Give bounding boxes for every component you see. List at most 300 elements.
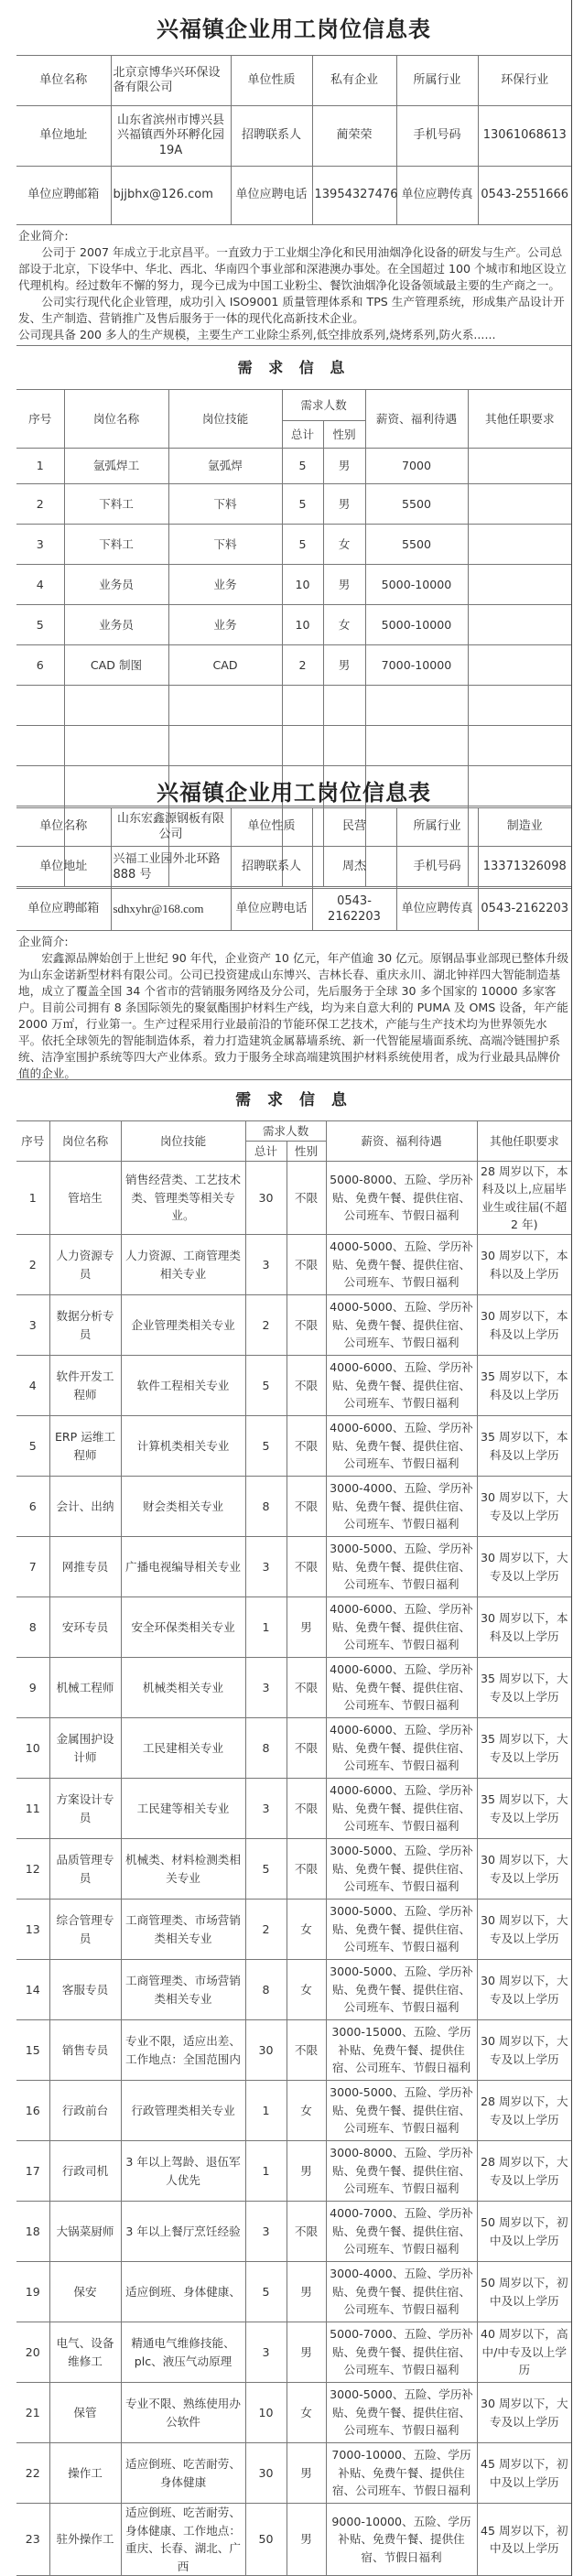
cell-total: 30 bbox=[245, 2020, 287, 2081]
cell-salary: 7000-10000、五险、学历补贴、免费午餐、提供住宿、公司班车、节假日福利 bbox=[326, 2443, 477, 2504]
cell-skill: 3 年以上驾龄、退伍军人优先 bbox=[121, 2141, 245, 2202]
cell-position: 综合管理专员 bbox=[49, 1900, 121, 1960]
company-nature: 私有企业 bbox=[312, 56, 396, 106]
cell-no: 18 bbox=[16, 2202, 49, 2262]
cell-skill: 安全环保类相关专业 bbox=[121, 1597, 245, 1658]
cell-total: 3 bbox=[245, 1537, 287, 1597]
cell-gender: 男 bbox=[287, 2262, 326, 2322]
table-row bbox=[16, 2443, 571, 2504]
cell-skill: 下料 bbox=[168, 525, 282, 565]
cell-gender: 男 bbox=[287, 2443, 326, 2504]
cell-no: 2 bbox=[16, 1235, 49, 1295]
intro-paragraph: 公司实行现代化企业管理，成功引入 ISO9001 质量管理体系和 TPS 生产管理系统，形成集产品设计开发、生产制造、营销推广及售后服务于一体的现代化高新技术企业。 bbox=[18, 295, 565, 325]
cell-position: 下料工 bbox=[64, 484, 168, 525]
cell-total: 5 bbox=[245, 1839, 287, 1900]
cell-salary: 3000-4000、五险、学历补贴、免费午餐、提供住宿、公司班车、节假日福利 bbox=[326, 1477, 477, 1537]
cell-position: CAD 制图 bbox=[64, 645, 168, 686]
contact-person: 周杰 bbox=[312, 847, 396, 889]
cell-salary: 3000-5000、五险、学历补贴、免费午餐、提供住宿、公司班车、节假日福利 bbox=[326, 2081, 477, 2141]
cell-salary: 4000-6000、五险、学历补贴、免费午餐、提供住宿、公司班车、节假日福利 bbox=[326, 1779, 477, 1839]
cell-salary: 5500 bbox=[365, 484, 468, 525]
cell-no: 3 bbox=[16, 1295, 49, 1356]
company-nature: 民营 bbox=[312, 808, 396, 847]
table-row bbox=[16, 605, 571, 645]
table-row bbox=[16, 1718, 571, 1779]
table-row bbox=[16, 2141, 571, 2202]
cell-position: 客服专员 bbox=[49, 1960, 121, 2020]
cell-no: 3 bbox=[16, 525, 64, 565]
sheet-1 bbox=[16, 0, 572, 887]
cell-position: 网推专员 bbox=[49, 1537, 121, 1597]
label-company-name: 单位名称 bbox=[16, 808, 111, 847]
cell-total: 5 bbox=[245, 1416, 287, 1477]
sheet-2 bbox=[16, 776, 572, 2576]
cell-gender: 不限 bbox=[287, 1537, 326, 1597]
table-row bbox=[16, 726, 571, 766]
cell-skill: 软件工程相关专业 bbox=[121, 1356, 245, 1416]
cell-total: 2 bbox=[245, 1295, 287, 1356]
cell-no: 1 bbox=[16, 1162, 49, 1235]
cell-salary bbox=[365, 686, 468, 726]
company-info-table-1 bbox=[16, 55, 571, 225]
cell-other: 30 周岁以下，大专及以上学历 bbox=[477, 2020, 571, 2081]
table-row bbox=[16, 1597, 571, 1658]
cell-total: 5 bbox=[245, 1356, 287, 1416]
cell-salary: 5000-10000 bbox=[365, 565, 468, 605]
label-fax: 单位应聘传真 bbox=[396, 167, 478, 225]
cell-gender: 女 bbox=[287, 1900, 326, 1960]
cell-salary: 4000-5000、五险、学历补贴、免费午餐、提供住宿、公司班车、节假日福利 bbox=[326, 1235, 477, 1295]
cell-salary: 4000-7000、五险、学历补贴、免费午餐、提供住宿、公司班车、节假日福利 bbox=[326, 2202, 477, 2262]
table-row bbox=[16, 2504, 571, 2576]
cell-salary: 9000-10000、五险、学历补贴、免费午餐、提供住宿、节假日福利 bbox=[326, 2504, 477, 2576]
cell-salary: 3000-15000、五险、学历补贴、免费午餐、提供住宿、公司班车、节假日福利 bbox=[326, 2020, 477, 2081]
cell-no: 16 bbox=[16, 2081, 49, 2141]
cell-other bbox=[468, 645, 571, 686]
cell-skill: 适应倒班、吃苦耐劳、身体健康 bbox=[121, 2443, 245, 2504]
cell-other: 30 周岁以下，大专及以上学历 bbox=[477, 2383, 571, 2443]
label-industry: 所属行业 bbox=[396, 56, 478, 106]
intro-label: 企业简介: bbox=[18, 935, 69, 948]
cell-skill: 工商管理类、市场营销类相关专业 bbox=[121, 1960, 245, 2020]
cell-no: 8 bbox=[16, 1597, 49, 1658]
label-phone: 单位应聘电话 bbox=[231, 167, 312, 225]
table-row bbox=[16, 1477, 571, 1537]
header-other: 其他任职要求 bbox=[477, 1121, 571, 1162]
cell-position: 行政司机 bbox=[49, 2141, 121, 2202]
cell-skill: 业务 bbox=[168, 605, 282, 645]
cell-other bbox=[468, 565, 571, 605]
cell-salary: 4000-6000、五险、学历补贴、免费午餐、提供住宿、公司班车、节假日福利 bbox=[326, 1718, 477, 1779]
cell-salary: 4000-6000、五险、学历补贴、免费午餐、提供住宿、公司班车、节假日福利 bbox=[326, 1416, 477, 1477]
cell-skill bbox=[168, 686, 282, 726]
cell-other: 28 周岁以下，大专及以上学历 bbox=[477, 2141, 571, 2202]
cell-no: 13 bbox=[16, 1900, 49, 1960]
cell-other: 35 周岁以下，大专及以上学历 bbox=[477, 1779, 571, 1839]
cell-other: 45 周岁以下，初中及以上学历 bbox=[477, 2504, 571, 2576]
table-row bbox=[16, 1900, 571, 1960]
cell-total: 8 bbox=[245, 1477, 287, 1537]
cell-salary: 4000-6000、五险、学历补贴、免费午餐、提供住宿、公司班车、节假日福利 bbox=[326, 1658, 477, 1718]
cell-position: 安环专员 bbox=[49, 1597, 121, 1658]
cell-other: 30 周岁以下，大专及以上学历 bbox=[477, 1900, 571, 1960]
cell-gender: 不限 bbox=[287, 1658, 326, 1718]
label-company-nature: 单位性质 bbox=[231, 808, 312, 847]
cell-skill: 销售经营类、工艺技术类、管理类等相关专业。 bbox=[121, 1162, 245, 1235]
cell-salary: 4000-6000、五险、学历补贴、免费午餐、提供住宿、公司班车、节假日福利 bbox=[326, 1356, 477, 1416]
label-company-nature: 单位性质 bbox=[231, 56, 312, 106]
cell-no: 11 bbox=[16, 1779, 49, 1839]
cell-position: 业务员 bbox=[64, 565, 168, 605]
cell-total: 8 bbox=[245, 1718, 287, 1779]
table-row bbox=[16, 1235, 571, 1295]
industry: 制造业 bbox=[478, 808, 571, 847]
cell-skill: 专业不限、熟练使用办公软件 bbox=[121, 2383, 245, 2443]
cell-total: 50 bbox=[245, 2504, 287, 2576]
cell-no: 20 bbox=[16, 2322, 49, 2383]
header-total: 总计 bbox=[282, 421, 323, 449]
intro-label: 企业简介: bbox=[18, 229, 69, 243]
cell-no bbox=[16, 726, 64, 766]
cell-other: 30 周岁以下，本科及以上学历 bbox=[477, 1597, 571, 1658]
cell-other bbox=[468, 726, 571, 766]
cell-other bbox=[468, 449, 571, 484]
intro-paragraph: 公司于 2007 年成立于北京昌平。一直致力于工业烟尘净化和民用油烟净化设备的研发与生产。公司总部设于北京，下设华中、华北、西北、华南四个事业部和深港澳办事处。在全国超过 100 个城市和地区设立代理机构。经过数年不懈的努力，现今已成为中国工业粉尘、餐饮油烟净化设备领域最主要的生产商之一。 bbox=[18, 245, 567, 292]
cell-no: 4 bbox=[16, 1356, 49, 1416]
table-row bbox=[16, 1416, 571, 1477]
cell-total: 5 bbox=[282, 484, 323, 525]
table-row bbox=[16, 2202, 571, 2262]
label-contact: 招聘联系人 bbox=[231, 106, 312, 167]
cell-skill: 计算机类相关专业 bbox=[121, 1416, 245, 1477]
cell-no: 21 bbox=[16, 2383, 49, 2443]
cell-other: 40 周岁以下，高中/中专及以上学历 bbox=[477, 2322, 571, 2383]
cell-skill: 3 年以上餐厅烹饪经验 bbox=[121, 2202, 245, 2262]
cell-skill: 机械类、材料检测类相关专业 bbox=[121, 1839, 245, 1900]
cell-position: 会计、出纳 bbox=[49, 1477, 121, 1537]
cell-gender: 不限 bbox=[287, 2020, 326, 2081]
label-contact: 招聘联系人 bbox=[231, 847, 312, 889]
cell-skill bbox=[168, 726, 282, 766]
cell-salary: 3000-5000、五险、学历补贴、免费午餐、提供住宿、公司班车、节假日福利 bbox=[326, 1960, 477, 2020]
sheet-1-title: 兴福镇企业用工岗位信息表 bbox=[157, 16, 431, 42]
cell-position: 下料工 bbox=[64, 525, 168, 565]
table-row bbox=[16, 1537, 571, 1597]
cell-no: 5 bbox=[16, 1416, 49, 1477]
cell-salary: 5500 bbox=[365, 525, 468, 565]
header-gender: 性别 bbox=[323, 421, 365, 449]
company-info-table-2 bbox=[16, 807, 571, 931]
cell-gender: 男 bbox=[323, 449, 365, 484]
cell-total: 10 bbox=[282, 565, 323, 605]
cell-total bbox=[282, 686, 323, 726]
cell-position: 保管 bbox=[49, 2383, 121, 2443]
cell-no: 23 bbox=[16, 2504, 49, 2576]
phone: 13954327476 bbox=[312, 167, 396, 225]
cell-other: 30 周岁以下，本科及以上学历 bbox=[477, 1295, 571, 1356]
header-no: 序号 bbox=[16, 1121, 49, 1162]
cell-gender: 男 bbox=[287, 2504, 326, 2576]
table-row bbox=[16, 2383, 571, 2443]
cell-skill: 业务 bbox=[168, 565, 282, 605]
label-mobile: 手机号码 bbox=[396, 106, 478, 167]
cell-salary: 5000-8000、五险、学历补贴、免费午餐、提供住宿、公司班车、节假日福利 bbox=[326, 1162, 477, 1235]
company-name: 北京京博华兴环保设备有限公司 bbox=[111, 56, 231, 106]
cell-no: 1 bbox=[16, 449, 64, 484]
cell-total: 10 bbox=[245, 2383, 287, 2443]
cell-salary bbox=[365, 726, 468, 766]
cell-no: 4 bbox=[16, 565, 64, 605]
table-row bbox=[16, 525, 571, 565]
cell-skill: 适应倒班、身体健康、 bbox=[121, 2262, 245, 2322]
cell-gender bbox=[323, 726, 365, 766]
table-row bbox=[16, 1839, 571, 1900]
cell-position bbox=[64, 686, 168, 726]
label-address: 单位地址 bbox=[16, 106, 111, 167]
cell-total: 3 bbox=[245, 2202, 287, 2262]
table-row bbox=[16, 1356, 571, 1416]
email: bjjbhx@126.com bbox=[111, 167, 231, 225]
cell-skill: 氩弧焊 bbox=[168, 449, 282, 484]
cell-salary: 3000-5000、五险、学历补贴、免费午餐、提供住宿、公司班车、节假日福利 bbox=[326, 1839, 477, 1900]
cell-total: 1 bbox=[245, 1597, 287, 1658]
sheet-2-title: 兴福镇企业用工岗位信息表 bbox=[157, 780, 431, 806]
cell-other: 35 周岁以下，大专及以上学历 bbox=[477, 1658, 571, 1718]
cell-total: 8 bbox=[245, 1960, 287, 2020]
table-row bbox=[16, 1162, 571, 1235]
cell-total: 10 bbox=[282, 605, 323, 645]
header-salary: 薪资、福利待遇 bbox=[365, 390, 468, 449]
cell-other: 35 周岁以下，本科及以上学历 bbox=[477, 1416, 571, 1477]
header-skill: 岗位技能 bbox=[168, 390, 282, 449]
header-no: 序号 bbox=[16, 390, 64, 449]
cell-other: 30 周岁以下，大专及以上学历 bbox=[477, 1960, 571, 2020]
cell-other: 50 周岁以下，初中及以上学历 bbox=[477, 2202, 571, 2262]
label-address: 单位地址 bbox=[16, 847, 111, 889]
cell-no: 2 bbox=[16, 484, 64, 525]
cell-other: 30 周岁以下，大专及以上学历 bbox=[477, 1477, 571, 1537]
cell-gender: 男 bbox=[323, 484, 365, 525]
cell-gender: 不限 bbox=[287, 1718, 326, 1779]
cell-skill: CAD bbox=[168, 645, 282, 686]
cell-other: 30 周岁以下，本科以及上学历 bbox=[477, 1235, 571, 1295]
mobile-number: 13061068613 bbox=[478, 106, 571, 167]
header-skill: 岗位技能 bbox=[121, 1121, 245, 1162]
cell-position: 电气、设备维修工 bbox=[49, 2322, 121, 2383]
cell-position: 大锅菜厨师 bbox=[49, 2202, 121, 2262]
intro-paragraph: 宏鑫源品牌始创于上世纪 90 年代，企业资产 10 亿元，年产值逾 30 亿元。原钢品事业部现已整体升级为山东金诺新型材料有限公司。公司已投资建成山东博兴、吉林长春、重庆永川、湖北钟祥四大智能制造基地，成立了覆盖全国 34 个省市的营销服务网络及分公司，先后服务于全球 30 多个国家的 10000 多家客户。目前公司拥有 8 条国际领先的聚氨酯围护材料生产线，均为来自意大利的 PUMA 及 OMS 设备，年产能 2000 万㎡，行业第一。生产过程采用行业最前沿的节能环保工艺技术，产能与生产技术均为世界领先水平。依托全球领先的智能制造体系，着力打造建筑金属幕墙系统、新一代智能屋墙面系统、高端冷链围护系统、洁净室围护系统等四大产业体系。致力于服务全球高端建筑围护材料系统使用者，成为行业最具品牌价值的企业。 bbox=[18, 951, 569, 1080]
cell-salary: 4000-5000、五险、学历补贴、免费午餐、提供住宿、公司班车、节假日福利 bbox=[326, 1295, 477, 1356]
mobile-number: 13371326098 bbox=[478, 847, 571, 889]
cell-gender: 不限 bbox=[287, 1235, 326, 1295]
label-mobile: 手机号码 bbox=[396, 847, 478, 889]
cell-gender: 不限 bbox=[287, 1295, 326, 1356]
cell-other: 28 周岁以下，本科及以上,应届毕业生或往届(不超2 年) bbox=[477, 1162, 571, 1235]
cell-position: 管培生 bbox=[49, 1162, 121, 1235]
cell-position: 驻外操作工 bbox=[49, 2504, 121, 2576]
cell-position: 机械工程师 bbox=[49, 1658, 121, 1718]
demand-title-1: 需 求 信 息 bbox=[237, 359, 351, 376]
jobs-table-2 bbox=[16, 1120, 571, 2576]
cell-total bbox=[282, 726, 323, 766]
cell-position bbox=[64, 726, 168, 766]
cell-salary: 7000-10000 bbox=[365, 645, 468, 686]
cell-no: 12 bbox=[16, 1839, 49, 1900]
address: 兴福工业园外北环路888 号 bbox=[111, 847, 231, 889]
cell-other bbox=[468, 484, 571, 525]
cell-position: 操作工 bbox=[49, 2443, 121, 2504]
cell-skill: 机械类相关专业 bbox=[121, 1658, 245, 1718]
cell-skill: 人力资源、工商管理类相关专业 bbox=[121, 1235, 245, 1295]
cell-total: 5 bbox=[282, 525, 323, 565]
table-row bbox=[16, 484, 571, 525]
cell-salary: 3000-8000、五险、学历补贴、免费午餐、提供住宿、公司班车、节假日福利 bbox=[326, 2141, 477, 2202]
cell-skill: 广播电视编导相关专业 bbox=[121, 1537, 245, 1597]
cell-no bbox=[16, 686, 64, 726]
table-row bbox=[16, 449, 571, 484]
cell-skill: 工民建相关专业 bbox=[121, 1718, 245, 1779]
header-position: 岗位名称 bbox=[64, 390, 168, 449]
cell-gender: 不限 bbox=[287, 1162, 326, 1235]
cell-gender: 不限 bbox=[287, 1477, 326, 1537]
cell-gender: 男 bbox=[323, 645, 365, 686]
header-count-group: 需求人数 bbox=[245, 1121, 326, 1142]
header-position: 岗位名称 bbox=[49, 1121, 121, 1162]
cell-gender: 男 bbox=[287, 2141, 326, 2202]
label-company-name: 单位名称 bbox=[16, 56, 111, 106]
cell-position: 业务员 bbox=[64, 605, 168, 645]
cell-no: 22 bbox=[16, 2443, 49, 2504]
cell-other bbox=[468, 525, 571, 565]
cell-total: 2 bbox=[245, 1900, 287, 1960]
cell-skill: 工民建等相关专业 bbox=[121, 1779, 245, 1839]
cell-position: 软件开发工程师 bbox=[49, 1356, 121, 1416]
label-email: 单位应聘邮箱 bbox=[16, 167, 111, 225]
cell-no: 5 bbox=[16, 605, 64, 645]
table-row bbox=[16, 1295, 571, 1356]
cell-gender: 不限 bbox=[287, 1416, 326, 1477]
label-fax: 单位应聘传真 bbox=[396, 889, 478, 931]
cell-gender: 女 bbox=[287, 1960, 326, 2020]
cell-position: 氩弧焊工 bbox=[64, 449, 168, 484]
cell-position: 行政前台 bbox=[49, 2081, 121, 2141]
table-row bbox=[16, 565, 571, 605]
table-row bbox=[16, 645, 571, 686]
cell-gender: 男 bbox=[287, 1597, 326, 1658]
cell-salary: 3000-5000、五险、学历补贴、免费午餐、提供住宿、公司班车、节假日福利 bbox=[326, 1537, 477, 1597]
cell-other: 35 周岁以下，本科及以上学历 bbox=[477, 1356, 571, 1416]
cell-gender: 男 bbox=[287, 2322, 326, 2383]
cell-position: 人力资源专员 bbox=[49, 1235, 121, 1295]
address: 山东省滨州市博兴县兴福镇西外环孵化园19A bbox=[111, 106, 231, 167]
cell-other: 30 周岁以下，大专及以上学历 bbox=[477, 1537, 571, 1597]
cell-salary: 3000-4000、五险、学历补贴、免费午餐、提供住宿、公司班车、节假日福利 bbox=[326, 2262, 477, 2322]
cell-total: 5 bbox=[282, 449, 323, 484]
cell-total: 3 bbox=[245, 2322, 287, 2383]
table-row bbox=[16, 1658, 571, 1718]
cell-gender: 不限 bbox=[287, 2202, 326, 2262]
cell-no: 9 bbox=[16, 1658, 49, 1718]
table-row bbox=[16, 2081, 571, 2141]
cell-no: 14 bbox=[16, 1960, 49, 2020]
cell-skill: 适应倒班、吃苦耐劳、身体健康、工作地点：重庆、长春、湖北、广西 bbox=[121, 2504, 245, 2576]
cell-total: 2 bbox=[282, 645, 323, 686]
header-count-group: 需求人数 bbox=[282, 390, 365, 421]
company-intro-2 bbox=[16, 931, 571, 1080]
header-other: 其他任职要求 bbox=[468, 390, 571, 449]
cell-position: 保安 bbox=[49, 2262, 121, 2322]
table-row bbox=[16, 1960, 571, 2020]
cell-gender: 不限 bbox=[287, 1356, 326, 1416]
cell-skill: 财会类相关专业 bbox=[121, 1477, 245, 1537]
cell-total: 3 bbox=[245, 1779, 287, 1839]
cell-gender bbox=[323, 686, 365, 726]
cell-gender: 女 bbox=[323, 605, 365, 645]
contact-person: 蔺荣荣 bbox=[312, 106, 396, 167]
cell-no: 19 bbox=[16, 2262, 49, 2322]
cell-salary: 4000-6000、五险、学历补贴、免费午餐、提供住宿、公司班车、节假日福利 bbox=[326, 1597, 477, 1658]
table-row bbox=[16, 2262, 571, 2322]
cell-salary: 5000-7000、五险、学历补贴、免费午餐、提供住宿、公司班车、节假日福利 bbox=[326, 2322, 477, 2383]
cell-skill: 工商管理类、市场营销类相关专业 bbox=[121, 1900, 245, 1960]
email: sdhxyhr@168.com bbox=[111, 889, 231, 931]
company-name: 山东宏鑫源钢板有限公司 bbox=[111, 808, 231, 847]
industry: 环保行业 bbox=[478, 56, 571, 106]
cell-no: 10 bbox=[16, 1718, 49, 1779]
cell-gender: 女 bbox=[323, 525, 365, 565]
cell-total: 3 bbox=[245, 1235, 287, 1295]
cell-other: 28 周岁以下，大专及以上学历 bbox=[477, 2081, 571, 2141]
cell-other bbox=[468, 605, 571, 645]
cell-no: 17 bbox=[16, 2141, 49, 2202]
cell-gender: 不限 bbox=[287, 1839, 326, 1900]
header-gender: 性别 bbox=[287, 1142, 326, 1162]
cell-position: 数据分析专员 bbox=[49, 1295, 121, 1356]
cell-no: 6 bbox=[16, 1477, 49, 1537]
phone: 0543-2162203 bbox=[312, 889, 396, 931]
label-phone: 单位应聘电话 bbox=[231, 889, 312, 931]
fax: 0543-2162203 bbox=[478, 889, 571, 931]
label-email: 单位应聘邮箱 bbox=[16, 889, 111, 931]
cell-position: 销售专员 bbox=[49, 2020, 121, 2081]
cell-skill: 专业不限，适应出差、工作地点：全国范围内 bbox=[121, 2020, 245, 2081]
cell-skill: 下料 bbox=[168, 484, 282, 525]
cell-other: 35 周岁以下，大专及以上学历 bbox=[477, 1718, 571, 1779]
table-row bbox=[16, 686, 571, 726]
header-salary: 薪资、福利待遇 bbox=[326, 1121, 477, 1162]
table-row bbox=[16, 1779, 571, 1839]
cell-gender: 女 bbox=[287, 2383, 326, 2443]
cell-no: 6 bbox=[16, 645, 64, 686]
table-row bbox=[16, 2322, 571, 2383]
table-row bbox=[16, 2020, 571, 2081]
cell-total: 1 bbox=[245, 2141, 287, 2202]
cell-salary: 5000-10000 bbox=[365, 605, 468, 645]
cell-salary: 3000-5000、五险、学历补贴、免费午餐、提供住宿、公司班车、节假日福利 bbox=[326, 2383, 477, 2443]
cell-no: 15 bbox=[16, 2020, 49, 2081]
cell-total: 3 bbox=[245, 1658, 287, 1718]
header-total: 总计 bbox=[245, 1142, 287, 1162]
cell-other bbox=[468, 686, 571, 726]
cell-skill: 行政管理类相关专业 bbox=[121, 2081, 245, 2141]
demand-title-2: 需 求 信 息 bbox=[235, 1091, 352, 1109]
cell-salary: 7000 bbox=[365, 449, 468, 484]
cell-position: 金属围护设计师 bbox=[49, 1718, 121, 1779]
fax: 0543-2551666 bbox=[478, 167, 571, 225]
cell-skill: 精通电气维修技能、plc、液压气动原理 bbox=[121, 2322, 245, 2383]
cell-other: 45 周岁以下，初中及以上学历 bbox=[477, 2443, 571, 2504]
cell-salary: 3000-5000、五险、学历补贴、免费午餐、提供住宿、公司班车、节假日福利 bbox=[326, 1900, 477, 1960]
